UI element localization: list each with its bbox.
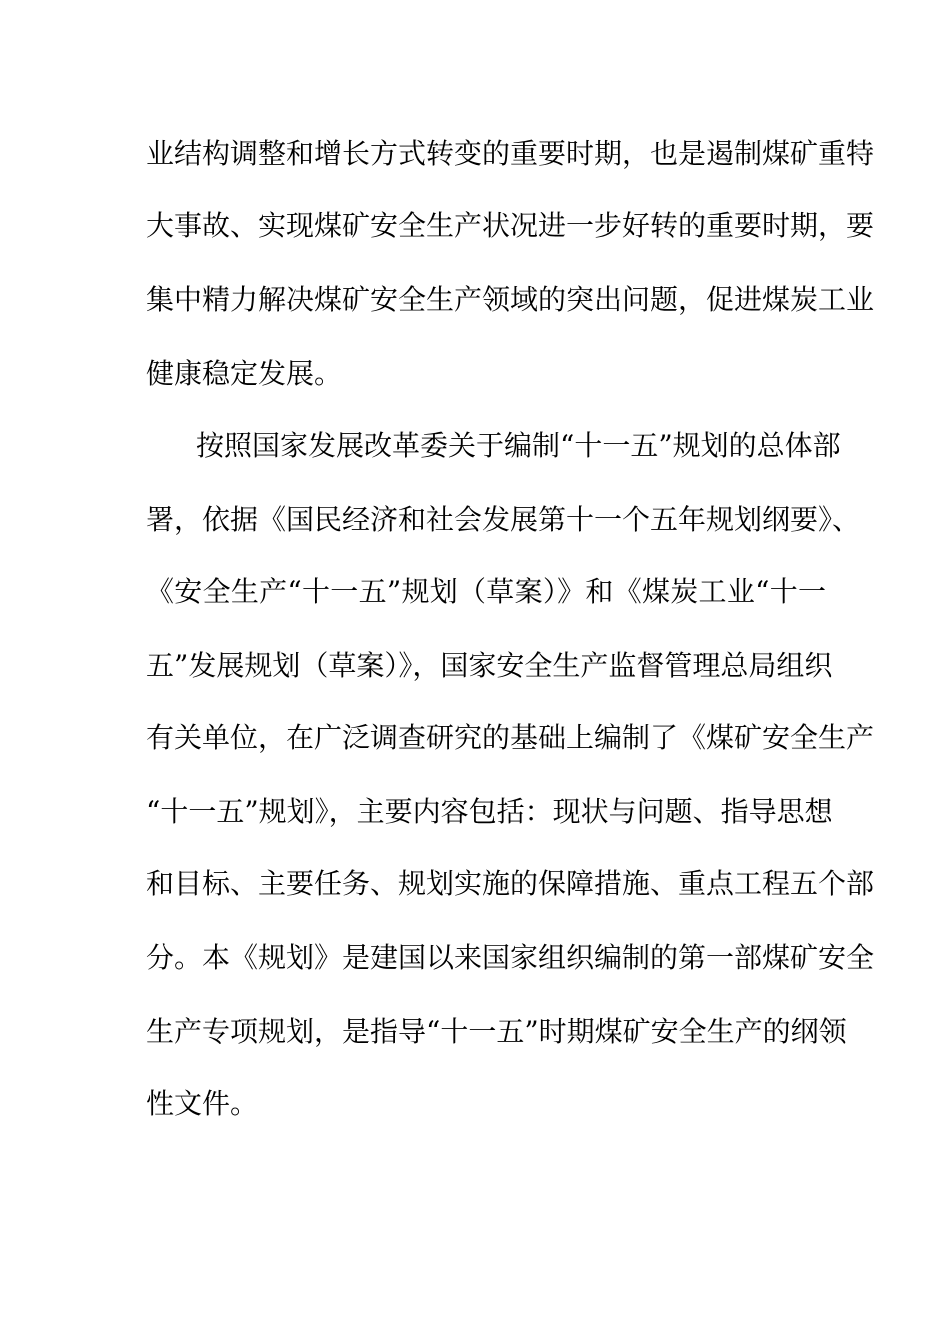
text-line: 业结构调整和增长方式转变的重要时期，也是遏制煤矿重特 [146,137,875,170]
text-line: 有关单位，在广泛调查研究的基础上编制了《煤矿安全生产 [146,721,875,754]
text-line: 生产专项规划，是指导“十一五”时期煤矿安全生产的纲领 [146,1015,847,1048]
text-line: “十一五”规划》，主要内容包括：现状与问题、指导思想 [146,795,833,828]
text-line: 健康稳定发展。 [146,357,343,390]
text-line: 署，依据《国民经济和社会发展第十一个五年规划纲要》、 [146,503,861,536]
text-line: 大事故、实现煤矿安全生产状况进一步好转的重要时期，要 [146,209,875,242]
text-line: 分。本《规划》是建国以来国家组织编制的第一部煤矿安全 [146,941,875,974]
text-line: 性文件。 [146,1087,259,1120]
text-line: 按照国家发展改革委关于编制“十一五”规划的总体部 [196,429,841,462]
text-line: 《安全生产“十一五”规划（草案）》和《煤炭工业“十一 [146,575,826,608]
text-line: 五”发展规划（草案）》，国家安全生产监督管理总局组织 [146,649,833,682]
text-line: 集中精力解决煤矿安全生产领域的突出问题，促进煤炭工业 [146,283,875,316]
text-line: 和目标、主要任务、规划实施的保障措施、重点工程五个部 [146,867,875,900]
